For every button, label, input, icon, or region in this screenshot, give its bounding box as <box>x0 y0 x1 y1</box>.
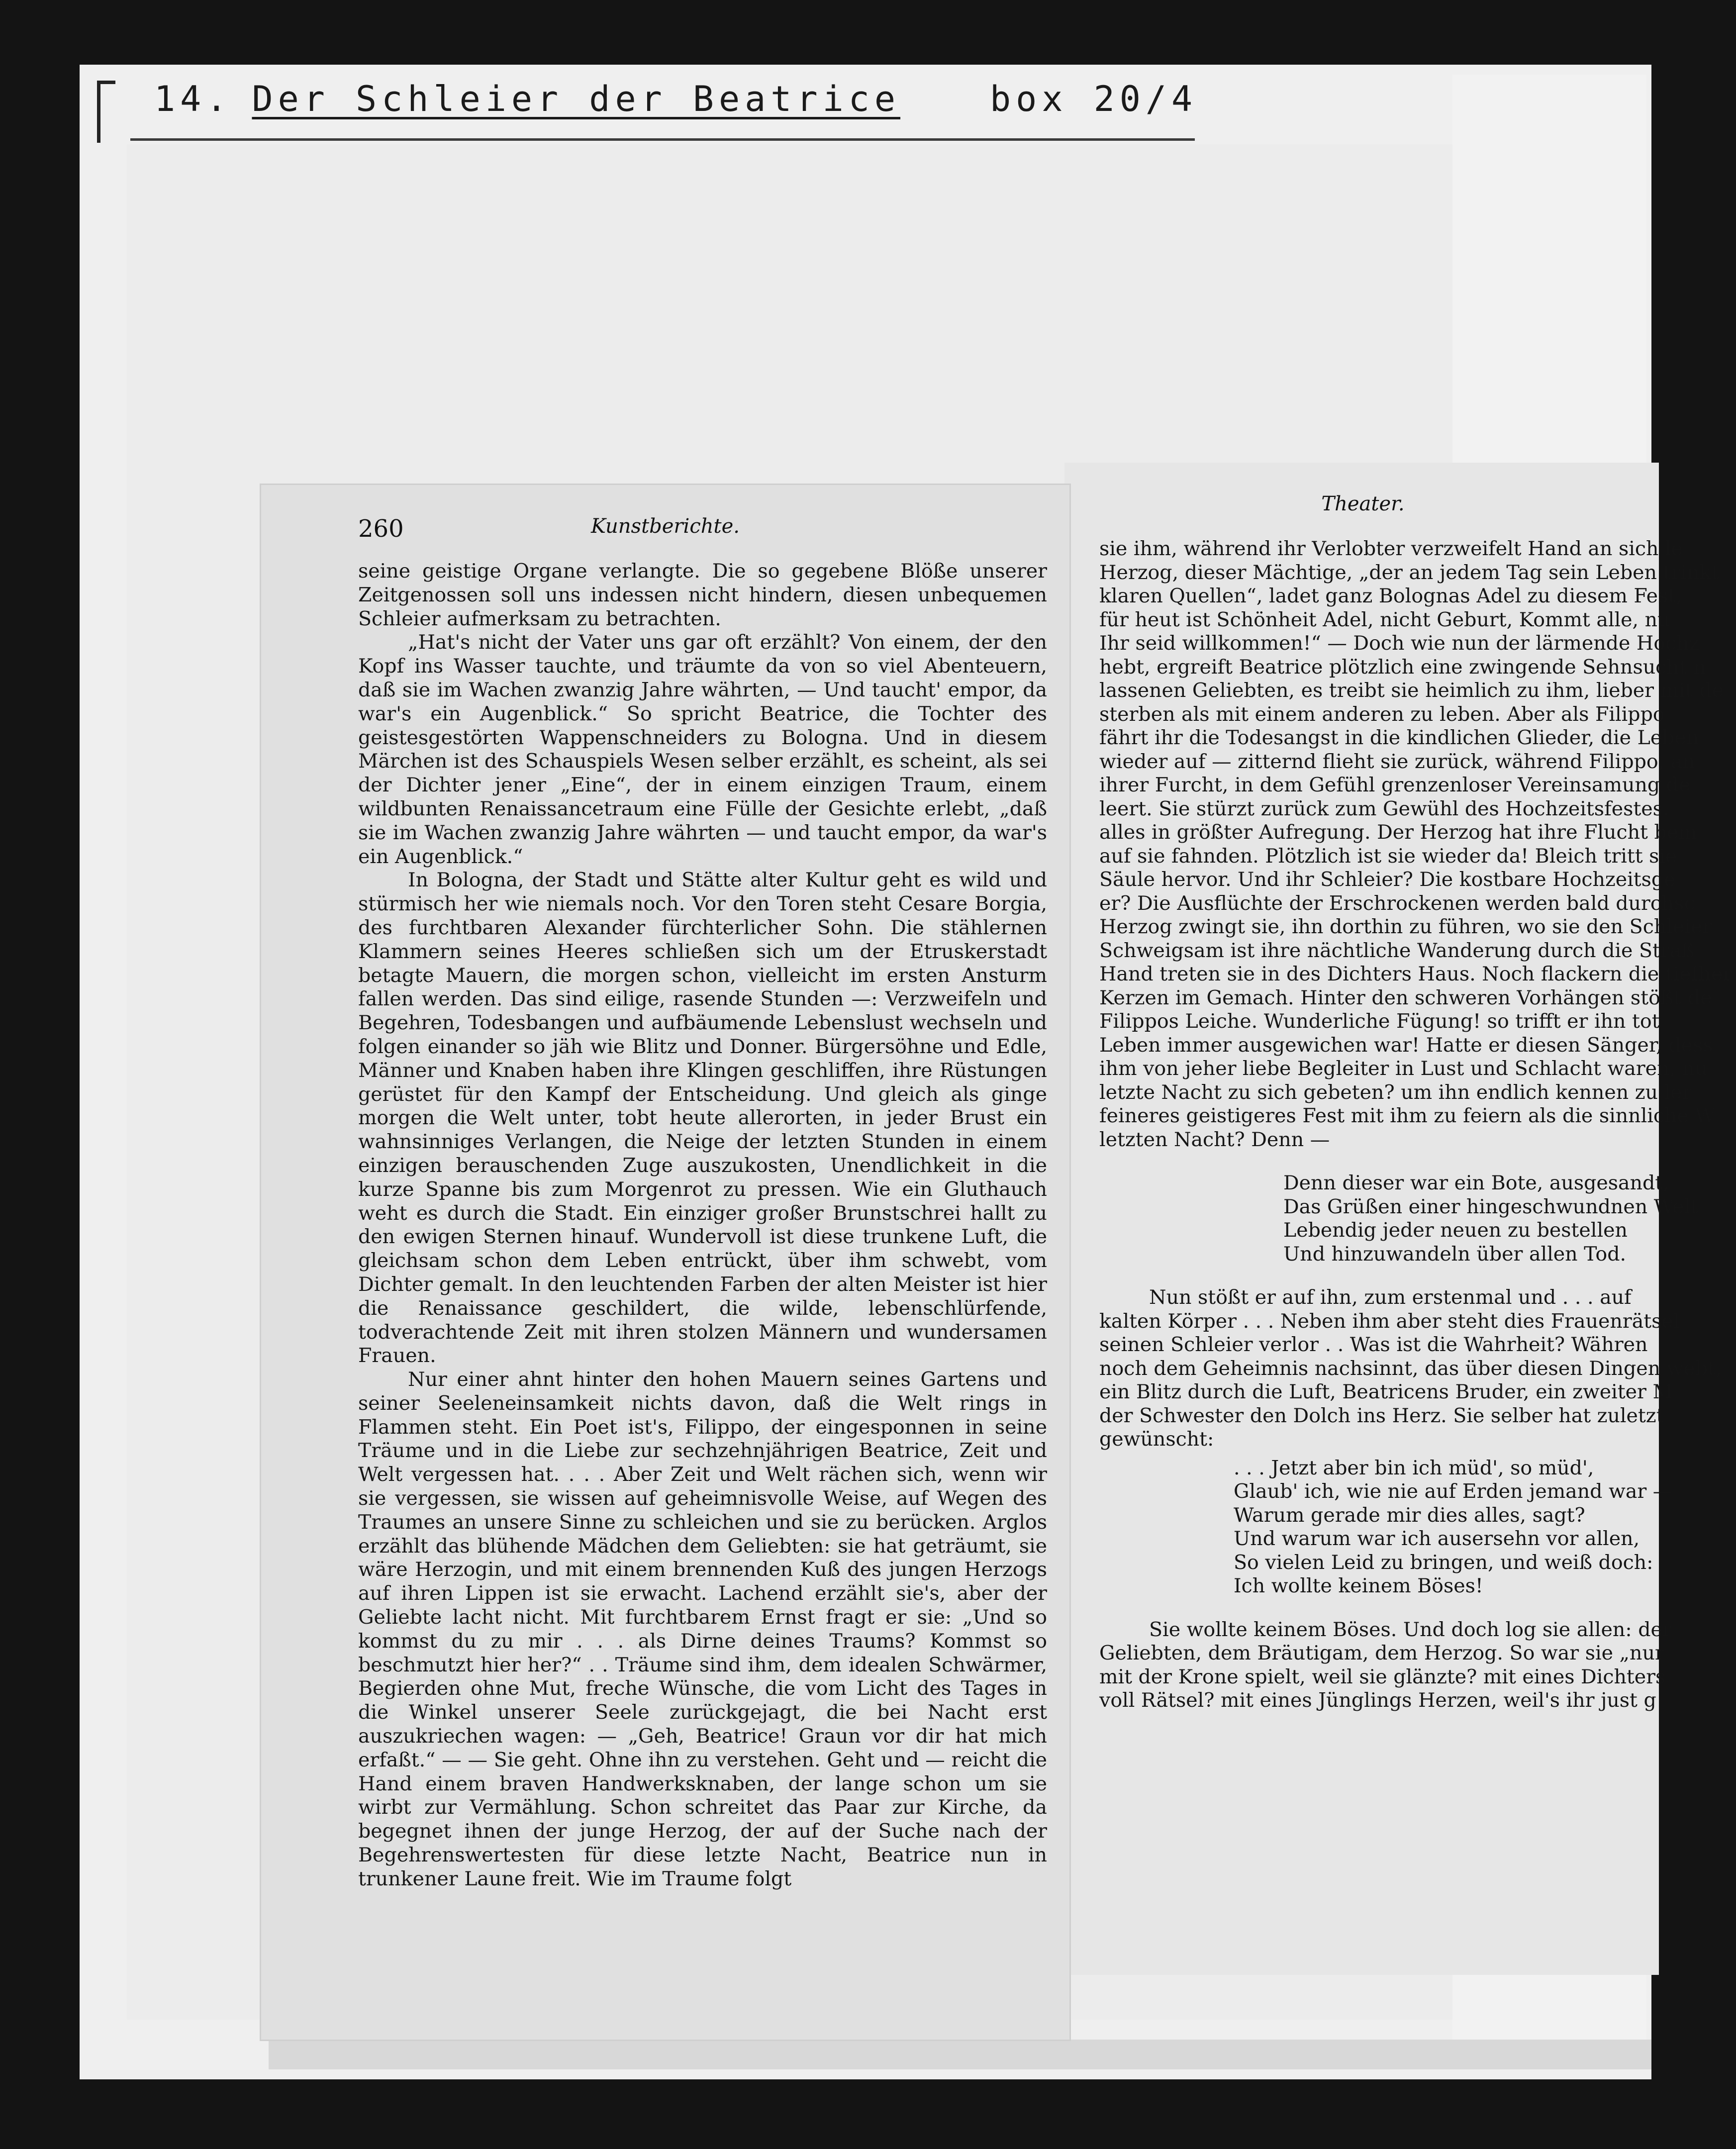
text-line: auf sie fahnden. Plötzlich ist sie wieder da! Bleich tritt sie <box>1099 844 1677 868</box>
text-line: lassenen Geliebten, es treibt sie heimlich zu ihm, lieber mit de <box>1099 679 1724 702</box>
text-line: mit der Krone spielt, weil sie glänzte? mit eines Dichters <box>1099 1665 1666 1688</box>
verse-line: Und warum war ich ausersehn vor allen, <box>1234 1527 1640 1550</box>
verse-line: Glaub' ich, wie nie auf Erden jemand war — <box>1234 1480 1673 1503</box>
verse-block <box>1099 1457 1736 1598</box>
document-title: Der Schleier der Beatrice <box>252 79 901 119</box>
text-line: hebt, ergreift Beatrice plötzlich eine zwingende Sehnsucht n <box>1099 655 1706 679</box>
paragraph: Nur einer ahnt hinter den hohen Mauern seines Gartens und seiner Seeleneinsamkeit nichts davon, daß die Welt rings in Flammen steht. Ein Poet ist's, Filippo, der eingesponnen in seine Träume und in die Liebe zur sechzehnjährigen Beatrice, Zeit und Welt vergessen hat. . . . Aber Zeit und Welt rächen sich, wenn wir sie vergessen, sie wissen auf geheimnisvolle Weise, auf Wegen des Traumes an unsere Sinne zu schleichen und sie zu berücken. Arglos erzählt das blühende Mädchen dem Geliebten: sie hat geträumt, sie wäre Herzogin, und mit einem brennenden Kuß des jungen Herzogs auf ihren Lippen ist sie erwacht. Lachend erzählt sie's, aber der Geliebte lacht nicht. Mit furchtbarem Ernst fragt er sie: „Und so kommst du zu mir . . . als Dirne deines Traums? Kommst so beschmutzt hier her?“ . . Träume sind ihm, dem idealen Schwärmer, Begierden ohne Mut, freche Wünsche, die vom Licht des Tages in die Winkel unserer Seele zurückgejagt, die bei Nacht erst auszukriechen wagen: — „Geh, Beatrice! Graun vor dir hat mich erfaßt.“ — — Sie geht. Ohne ihn zu verstehen. Geht und — reicht die Hand einem braven Handwerksknaben, der lange schon um sie wirbt zur Vermählung. Schon schreitet das Paar zur Kirche, da begegnet ihnen der junge Herzog, der auf der Suche nach der Begehrenswertesten für diese letzte Nacht, Beatrice nun in trunkener Laune freit. Wie im Traume folgt <box>358 1368 1047 1890</box>
text-line: sterben als mit einem anderen zu leben. Aber als Filippo <box>1099 702 1665 726</box>
right-page-text <box>1099 537 1736 1713</box>
text-line: letzten Nacht? Denn — <box>1099 1128 1330 1151</box>
text-line: sie ihm, während ihr Verlobter verzweifelt Hand an sich le <box>1099 537 1683 560</box>
text-line: alles in größter Aufregung. Der Herzog hat ihre Flucht bem <box>1099 821 1697 844</box>
text-line: feineres geistigeres Fest mit ihm zu feiern als die sinnliche W <box>1099 1104 1715 1127</box>
paragraph: In Bologna, der Stadt und Stätte alter Kultur geht es wild und stürmisch her wie niemals noch. Vor den Toren steht Cesare Borgia, des furchtbaren Alexander fürchterlicher Sohn. Die stählernen Klammern seines Heeres schließen sich um der Etruskerstadt betagte Mauern, die morgen schon, vielleicht im ersten Ansturm fallen werden. Das sind eilige, rasende Stunden —: Verzweifeln und Begehren, Todesbangen und aufbäumende Lebenslust wechseln und folgen einander so jäh wie Blitz und Donner. Bürgersöhne und Edle, Männer und Knaben haben ihre Klingen geschliffen, ihre Rüstungen gerüstet für den Kampf der Entscheidung. Und gleich als ginge morgen die Welt unter, tobt heute allerorten, in jeder Brust ein wahnsinniges Verlangen, die Neige der letzten Stunden in einem einzigen berauschenden Zuge auszukosten, Unendlichkeit in die kurze Spanne bis zum Morgenrot zu pressen. Wie ein Gluthauch weht es durch die Stadt. Ein einziger großer Brunstschrei hallt zu den ewigen Sternen hinauf. Wundervoll ist diese trunkene Luft, die gleichsam schon dem Leben entrückt, über ihm schwebt, vom Dichter gemalt. In den leuchtenden Farben der alten Meister ist hier die Renaissance geschildert, die wilde, lebenschlürfende, todverachtende Zeit mit ihren stolzen Männern und wundersamen Frauen. <box>358 869 1047 1368</box>
text-line: Leben immer ausgewichen war! Hatte er diesen Sänger, dess <box>1099 1033 1713 1057</box>
verse-line: Ich wollte keinem Böses! <box>1234 1574 1483 1597</box>
text-line: Säule hervor. Und ihr Schleier? Die kostbare Hochzeitsge <box>1099 868 1676 891</box>
text-line: für heut ist Schönheit Adel, nicht Geburt, Kommt alle, nu <box>1099 608 1670 631</box>
left-page-text <box>358 560 1047 1891</box>
verse-line: Und hinzuwandeln über allen Tod. <box>1283 1242 1627 1266</box>
left-running-head: Kunstberichte. <box>591 515 740 538</box>
text-line: der Schwester den Dolch ins Herz. Sie selber hat zuletzt <box>1099 1404 1664 1427</box>
text-line: Filippos Leiche. Wunderliche Fügung! so trifft er ihn tot <box>1099 1010 1660 1033</box>
right-running-head: Theater. <box>1321 492 1405 515</box>
text-line: ihm von jeher liebe Begleiter in Lust und Schlacht waren, nu <box>1099 1057 1708 1080</box>
item-number: 14. <box>154 79 232 119</box>
text-line: letzte Nacht zu sich gebeten? um ihn endlich kennen zu ler <box>1099 1080 1692 1104</box>
text-line: voll Rätsel? mit eines Jünglings Herzen, weil's ihr just g <box>1099 1689 1656 1712</box>
verse-line: So vielen Leid zu bringen, und weiß doch: <box>1234 1551 1653 1574</box>
text-line: leert. Sie stürzt zurück zum Gewühl des Hochzeitsfestes. <box>1099 797 1669 820</box>
verse-block <box>1099 1172 1736 1266</box>
header-rule <box>130 138 1195 141</box>
page-number: 260 <box>358 515 404 543</box>
archive-header <box>154 79 1197 123</box>
text-line: ihrer Furcht, in dem Gefühl grenzenloser Vereinsamung de <box>1099 774 1691 796</box>
text-line: ein Blitz durch die Luft, Beatricens Bruder, ein zweiter M <box>1099 1380 1673 1403</box>
page-shadow <box>269 2040 1651 2069</box>
text-line: fährt ihr die Todesangst in die kindlichen Glieder, die Leben <box>1099 726 1699 749</box>
verse-line: Das Grüßen einer hingeschwundnen Welt <box>1283 1195 1698 1218</box>
text-line: kalten Körper . . . Neben ihm aber steht dies Frauenrätsel <box>1099 1309 1680 1333</box>
text-line: er? Die Ausflüchte der Erschrockenen werden bald durchsc <box>1099 891 1695 915</box>
verse-line: Lebendig jeder neuen zu bestellen <box>1283 1219 1628 1242</box>
verse-line: Warum gerade mir dies alles, sagt? <box>1234 1503 1585 1527</box>
text-line: gewünscht: <box>1099 1428 1214 1451</box>
text-line: Geliebten, dem Bräutigam, dem Herzog. So war sie „nur <box>1099 1642 1664 1664</box>
text-line: Herzog zwingt sie, ihn dorthin zu führen, wo sie den Schleier <box>1099 915 1712 938</box>
text-line: Ihr seid willkommen!“ — Doch wie nun der lärmende Hochz <box>1099 632 1700 655</box>
box-label: box 20/4 <box>990 79 1198 119</box>
text-line: klaren Quellen“, ladet ganz Bolognas Adel zu diesem Fest, <box>1099 585 1682 607</box>
verse-line: Denn dieser war ein Bote, ausgesandt, <box>1283 1172 1669 1194</box>
left-page <box>261 485 1069 2040</box>
text-line: seinen Schleier verlor . . Was ist die Wahrheit? Währen <box>1099 1333 1648 1356</box>
text-line: noch dem Geheimnis nachsinnt, das über diesen Dingen webt, <box>1099 1357 1722 1380</box>
corner-bracket <box>97 81 115 143</box>
text-line: Nun stößt er auf ihn, zum erstenmal und . . . auf <box>1149 1286 1632 1309</box>
paragraph: seine geistige Organe verlangte. Die so gegebene Blöße unserer Zeitgenossen soll uns indessen nicht hindern, diesen unbequemen Schleier aufmerksam zu betrachten. <box>358 560 1047 630</box>
text-line: wieder auf — zitternd flieht sie zurück, während Filippo, an <box>1099 750 1695 773</box>
text-line: Herzog, dieser Mächtige, „der an jedem Tag sein Leben trinkt <box>1099 561 1720 584</box>
text-line: Schweigsam ist ihre nächtliche Wanderung durch die Straß <box>1099 939 1695 962</box>
text-line: Sie wollte keinem Böses. Und doch log sie allen: der <box>1149 1618 1672 1641</box>
text-line: Hand treten sie in des Dichters Haus. Noch flackern die tiefher <box>1099 963 1732 985</box>
verse-line: . . . Jetzt aber bin ich müd', so müd', <box>1234 1456 1594 1479</box>
paragraph: „Hat's nicht der Vater uns gar oft erzählt? Von einem, der den Kopf ins Wasser tauchte, und träumte da von so viel Abenteuern, daß sie im Wachen zwanzig Jahre währten, — Und taucht' empor, da war's ein Augenblick.“ So spricht Beatrice, die Tochter des geistesgestörten Wappenschneiders zu Bologna. Und in diesem Märchen ist des Schauspiels Wesen selber erzählt, es scheint, als sei der Dichter jener „Eine“, der in einem einzigen Traum, einem wildbunten Renaissancetraum eine Fülle der Gesichte erlebt, „daß sie im Wachen zwanzig Jahre währten — und taucht empor, da war's ein Augenblick.“ <box>358 631 1047 868</box>
text-line: Kerzen im Gemach. Hinter den schweren Vorhängen stößt de <box>1099 986 1712 1009</box>
right-page <box>1064 463 1732 1975</box>
